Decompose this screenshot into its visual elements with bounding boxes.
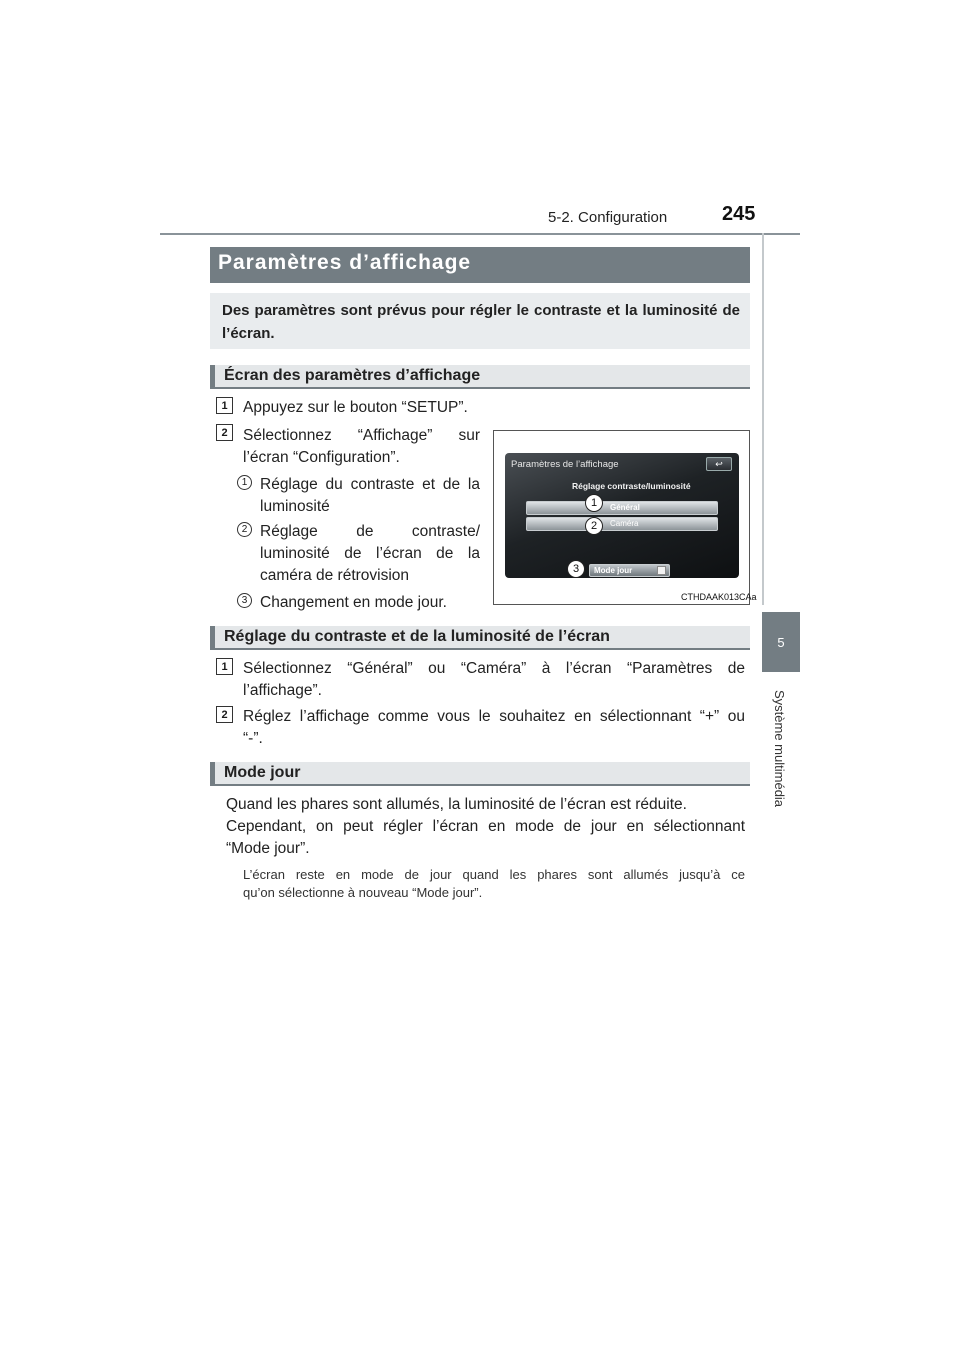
page-title: Paramètres d’affichage — [218, 251, 472, 274]
day-mode-label: Mode jour — [594, 566, 633, 575]
section-label: 5-2. Configuration — [548, 209, 668, 226]
s2-step-2-line1: Réglez l’affichage comme vous le souhaitez en sélectionnant “+” ou — [243, 708, 745, 725]
figure-callout-3: 3 — [567, 560, 585, 578]
item-2-line2: luminosité de l’écran de la — [260, 545, 480, 562]
s2-step-1-line1: Sélectionnez “Général” ou “Caméra” à l’écran “Paramètres de — [243, 660, 745, 677]
general-button-label: Général — [610, 503, 640, 512]
camera-button-label: Caméra — [610, 519, 639, 528]
day-mode-checkbox[interactable] — [657, 566, 666, 575]
screen-title: Paramètres de l’affichage — [511, 459, 619, 470]
item-2-line3: caméra de rétrovision — [260, 567, 410, 584]
item-1-line1: Réglage du contraste et de la — [260, 476, 480, 493]
step-2-line1: Sélectionnez “Affichage” sur — [243, 427, 480, 444]
mode-jour-paragraph-1: Quand les phares sont allumés, la luminosité de l’écran est réduite. — [226, 796, 687, 813]
s2-step-2-line2: “-”. — [243, 730, 263, 747]
section3-heading: Mode jour — [224, 764, 301, 781]
note-line2: qu’on sélectionne à nouveau “Mode jour”. — [243, 885, 483, 900]
s2-step-number-2: 2 — [216, 706, 233, 723]
page-number: 245 — [722, 203, 756, 225]
s2-step-1-line2: l’affichage”. — [243, 682, 322, 699]
section2-heading: Réglage du contraste et de la luminosité de l’écran — [224, 628, 610, 645]
screen-subtitle: Réglage contraste/luminosité — [572, 481, 691, 491]
header-rule — [160, 233, 800, 235]
step-1-text: Appuyez sur le bouton “SETUP”. — [243, 399, 468, 416]
mode-jour-paragraph-2-line1: Cependant, on peut régler l’écran en mode de jour en sélectionnant — [226, 818, 745, 835]
display-screen — [505, 453, 739, 578]
item-number-2: 2 — [237, 522, 252, 537]
figure-callout-2: 2 — [585, 517, 603, 535]
s2-step-number-1: 1 — [216, 658, 233, 675]
note-line1: L’écran reste en mode de jour quand les phares sont allumés jusqu’à ce — [243, 867, 745, 882]
figure-callout-1: 1 — [585, 494, 603, 512]
mode-jour-paragraph-2-line2: “Mode jour”. — [226, 840, 310, 857]
item-2-line1: Réglage de contraste/ — [260, 523, 480, 540]
item-1-line2: luminosité — [260, 498, 330, 515]
step-2-line2: l’écran “Configuration”. — [243, 449, 400, 466]
intro-text: Des paramètres sont prévus pour régler le contraste et la luminosité de l’écran. — [222, 302, 740, 342]
step-number-1: 1 — [216, 397, 233, 414]
item-number-3: 3 — [237, 593, 252, 608]
back-arrow-icon[interactable]: ↩ — [706, 457, 732, 471]
chapter-number: 5 — [777, 634, 785, 650]
side-rule — [762, 233, 764, 605]
item-number-1: 1 — [237, 475, 252, 490]
chapter-label: Système multimédia — [772, 690, 787, 808]
item-3-line1: Changement en mode jour. — [260, 594, 447, 611]
chapter-tab — [762, 612, 800, 672]
section1-heading: Écran des paramètres d’affichage — [224, 367, 481, 384]
figure-code: CTHDAAK013CAa — [681, 592, 757, 602]
step-number-2: 2 — [216, 424, 233, 441]
